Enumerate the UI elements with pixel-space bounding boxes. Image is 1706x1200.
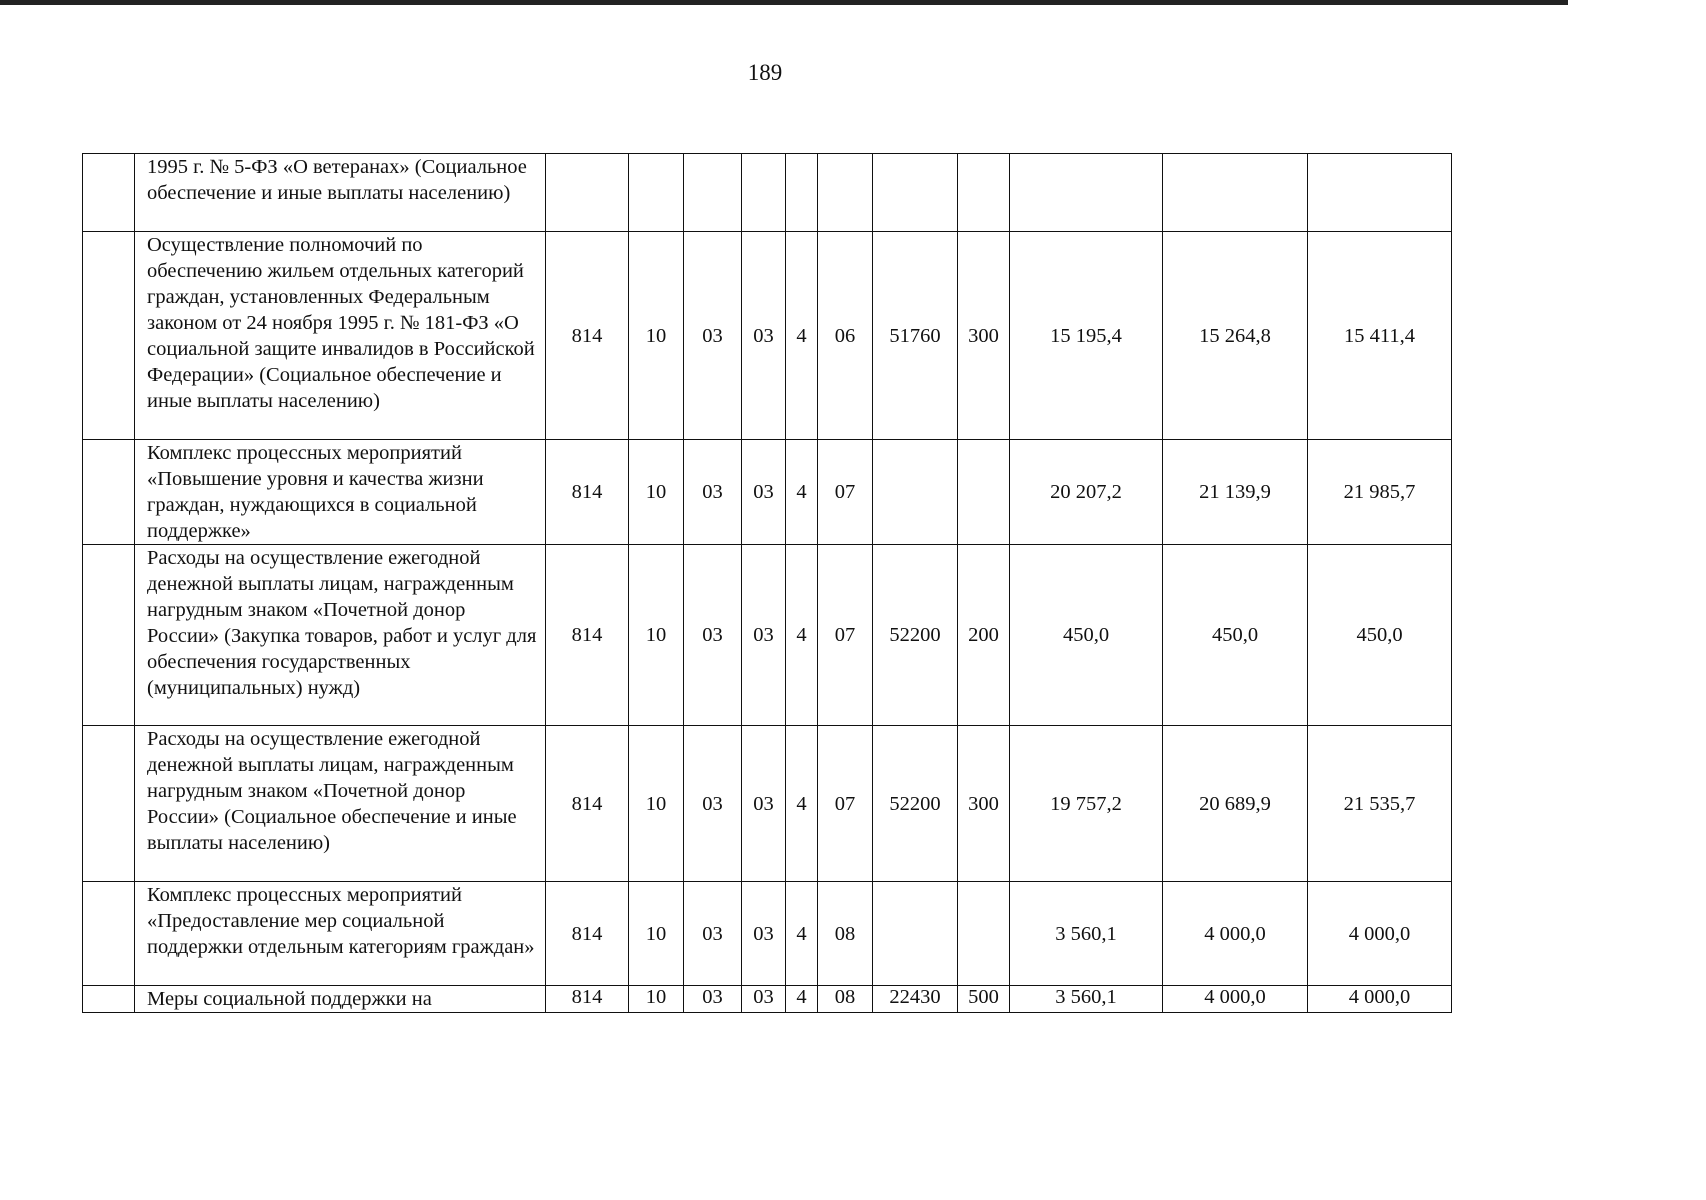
budget-table <box>82 153 1452 1013</box>
code-cell <box>818 154 873 232</box>
item-name: Расходы на осуществление ежегодной денежной выплаты лицам, награжденным нагрудным знаком «Почетной донор России» (Закупка товаров, работ и услуг для обеспечения государственных (муниципальных) нужд) <box>135 545 546 726</box>
code-cell: 814 <box>546 986 629 1013</box>
code-cell: 814 <box>546 440 629 545</box>
amount-cell <box>1163 154 1308 232</box>
row-number-cell <box>83 154 135 232</box>
code-cell: 500 <box>958 986 1010 1013</box>
code-cell: 814 <box>546 232 629 440</box>
code-cell: 03 <box>742 726 786 882</box>
code-cell: 08 <box>818 882 873 986</box>
amount-cell: 4 000,0 <box>1163 882 1308 986</box>
code-cell: 4 <box>786 726 818 882</box>
code-cell: 4 <box>786 545 818 726</box>
amount-cell: 450,0 <box>1308 545 1452 726</box>
code-cell: 08 <box>818 986 873 1013</box>
code-cell: 03 <box>742 232 786 440</box>
table-row <box>83 154 1452 232</box>
code-cell: 814 <box>546 545 629 726</box>
amount-cell: 4 000,0 <box>1163 986 1308 1013</box>
amount-cell <box>1308 154 1452 232</box>
code-cell: 300 <box>958 726 1010 882</box>
code-cell <box>684 154 742 232</box>
code-cell: 03 <box>742 882 786 986</box>
code-cell: 814 <box>546 882 629 986</box>
code-cell <box>629 154 684 232</box>
code-cell <box>742 154 786 232</box>
item-name: Меры социальной поддержки на <box>135 986 546 1013</box>
code-cell: 03 <box>684 232 742 440</box>
code-cell: 4 <box>786 882 818 986</box>
code-cell: 4 <box>786 986 818 1013</box>
code-cell <box>873 440 958 545</box>
code-cell <box>786 154 818 232</box>
amount-cell: 450,0 <box>1010 545 1163 726</box>
code-cell: 07 <box>818 726 873 882</box>
row-number-cell <box>83 986 135 1013</box>
table-row <box>83 232 1452 440</box>
code-cell: 10 <box>629 882 684 986</box>
code-cell: 52200 <box>873 545 958 726</box>
code-cell: 4 <box>786 232 818 440</box>
item-name: Комплекс процессных мероприятий «Повышение уровня и качества жизни граждан, нуждающихся в социальной поддержке» <box>135 440 546 545</box>
code-cell: 03 <box>684 440 742 545</box>
amount-cell: 15 411,4 <box>1308 232 1452 440</box>
item-name: 1995 г. № 5-ФЗ «О ветеранах» (Социальное обеспечение и иные выплаты населению) <box>135 154 546 232</box>
table-row <box>83 882 1452 986</box>
amount-cell: 20 207,2 <box>1010 440 1163 545</box>
code-cell: 300 <box>958 232 1010 440</box>
amount-cell: 15 195,4 <box>1010 232 1163 440</box>
amount-cell <box>1010 154 1163 232</box>
amount-cell: 450,0 <box>1163 545 1308 726</box>
amount-cell: 20 689,9 <box>1163 726 1308 882</box>
amount-cell: 15 264,8 <box>1163 232 1308 440</box>
code-cell <box>958 154 1010 232</box>
code-cell: 03 <box>684 986 742 1013</box>
code-cell: 03 <box>742 545 786 726</box>
code-cell <box>546 154 629 232</box>
code-cell: 200 <box>958 545 1010 726</box>
code-cell: 10 <box>629 986 684 1013</box>
code-cell: 10 <box>629 232 684 440</box>
row-number-cell <box>83 232 135 440</box>
code-cell <box>958 440 1010 545</box>
table-row <box>83 986 1452 1013</box>
code-cell: 03 <box>684 545 742 726</box>
code-cell: 52200 <box>873 726 958 882</box>
table-row <box>83 440 1452 545</box>
amount-cell: 21 985,7 <box>1308 440 1452 545</box>
amount-cell: 21 139,9 <box>1163 440 1308 545</box>
code-cell: 10 <box>629 545 684 726</box>
code-cell: 03 <box>742 440 786 545</box>
code-cell: 10 <box>629 726 684 882</box>
code-cell: 03 <box>742 986 786 1013</box>
code-cell <box>958 882 1010 986</box>
code-cell: 4 <box>786 440 818 545</box>
row-number-cell <box>83 726 135 882</box>
item-name: Расходы на осуществление ежегодной денежной выплаты лицам, награжденным нагрудным знаком «Почетной донор России» (Социальное обеспечение и иные выплаты населению) <box>135 726 546 882</box>
amount-cell: 4 000,0 <box>1308 882 1452 986</box>
code-cell <box>873 882 958 986</box>
code-cell: 51760 <box>873 232 958 440</box>
amount-cell: 3 560,1 <box>1010 882 1163 986</box>
amount-cell: 21 535,7 <box>1308 726 1452 882</box>
code-cell: 22430 <box>873 986 958 1013</box>
amount-cell: 4 000,0 <box>1308 986 1452 1013</box>
page-number: 189 <box>747 60 783 85</box>
amount-cell: 19 757,2 <box>1010 726 1163 882</box>
code-cell: 06 <box>818 232 873 440</box>
table-row <box>83 545 1452 726</box>
code-cell: 07 <box>818 440 873 545</box>
row-number-cell <box>83 882 135 986</box>
row-number-cell <box>83 545 135 726</box>
item-name: Осуществление полномочий по обеспечению жильем отдельных категорий граждан, установленных Федеральным законом от 24 ноября 1995 г. № 181-ФЗ «О социальной защите инвалидов в Российской Федерации» (Социальное обеспечение и иные выплаты населению) <box>135 232 546 440</box>
amount-cell: 3 560,1 <box>1010 986 1163 1013</box>
item-name: Комплекс процессных мероприятий «Предоставление мер социальной поддержки отдельным категориям граждан» <box>135 882 546 986</box>
code-cell: 814 <box>546 726 629 882</box>
code-cell: 10 <box>629 440 684 545</box>
code-cell: 03 <box>684 726 742 882</box>
code-cell: 03 <box>684 882 742 986</box>
code-cell: 07 <box>818 545 873 726</box>
top-rule <box>0 0 1568 5</box>
table-row <box>83 726 1452 882</box>
row-number-cell <box>83 440 135 545</box>
code-cell <box>873 154 958 232</box>
